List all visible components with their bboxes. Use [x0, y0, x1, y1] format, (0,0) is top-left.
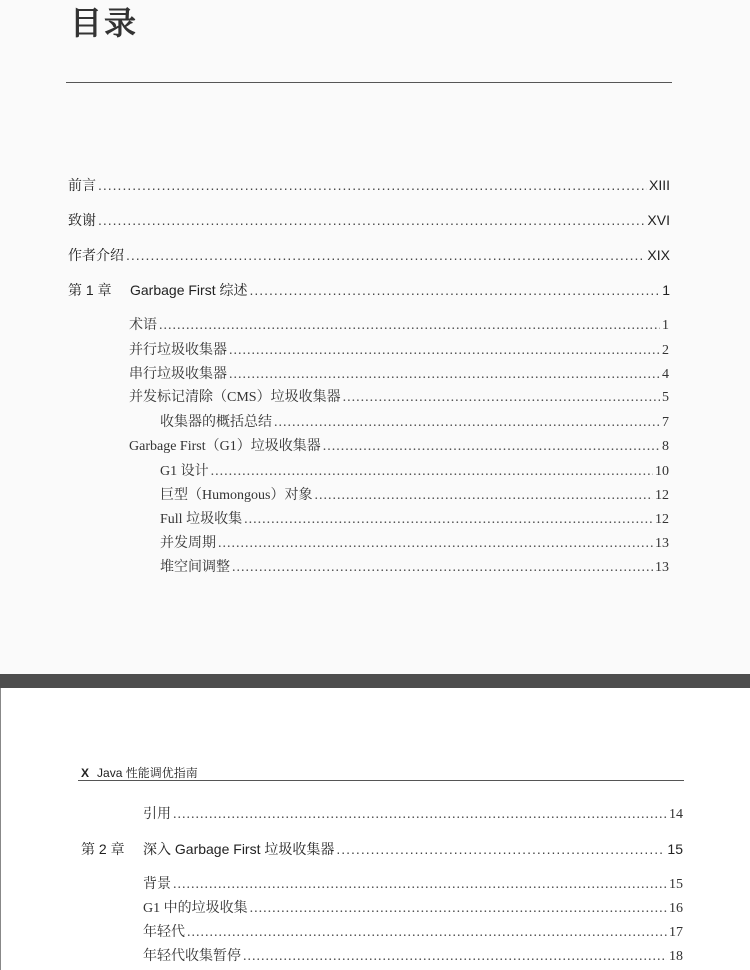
- toc-section-label: 背景: [143, 877, 171, 892]
- header-page-number: X: [81, 766, 90, 780]
- toc-entry-page: 17: [669, 925, 683, 940]
- toc-subsection[interactable]: [160, 556, 669, 576]
- toc-entry-about-author[interactable]: [68, 245, 670, 265]
- toc-subsection[interactable]: [160, 484, 669, 504]
- toc-entry-page: 1: [662, 282, 670, 298]
- toc-chapter-label: [81, 839, 334, 859]
- toc-chapter-1[interactable]: [68, 280, 670, 300]
- toc-section[interactable]: [129, 314, 669, 334]
- leader-dots: [159, 318, 660, 334]
- toc-entry-acknowledgements[interactable]: [68, 210, 670, 230]
- toc-subsection[interactable]: [160, 508, 669, 528]
- toc-entry-page: XIX: [647, 247, 670, 263]
- toc-chapter-label: [68, 280, 247, 300]
- leader-dots: [229, 343, 660, 359]
- toc-entry-page: 15: [667, 841, 683, 857]
- toc-section-label: G1 设计: [160, 464, 209, 479]
- toc-entry-page: 2: [662, 343, 669, 358]
- toc-section-label: 术语: [129, 318, 157, 333]
- toc-subsection[interactable]: [160, 411, 669, 431]
- toc-section[interactable]: [129, 386, 669, 406]
- toc-entry-preface[interactable]: [68, 175, 670, 195]
- toc-section-label: Garbage First（G1）垃圾收集器: [129, 439, 321, 454]
- toc-section[interactable]: [143, 945, 683, 965]
- toc-section[interactable]: [143, 897, 683, 917]
- leader-dots: [250, 901, 667, 917]
- toc-section-label: 堆空间调整: [160, 560, 230, 575]
- toc-section[interactable]: [143, 873, 683, 893]
- toc-section[interactable]: [129, 435, 669, 455]
- toc-entry-page: 15: [669, 877, 683, 892]
- leader-dots: [249, 282, 660, 298]
- toc-section-label: 巨型（Humongous）对象: [160, 488, 313, 503]
- title-rule: [66, 82, 672, 83]
- toc-section-label: 并发周期: [160, 536, 216, 551]
- toc-entry-page: 8: [662, 439, 669, 454]
- chapter-number: 第 1 章: [68, 282, 112, 298]
- toc-section[interactable]: [129, 363, 669, 383]
- toc-entry-page: 16: [669, 901, 683, 916]
- toc-section[interactable]: [143, 803, 683, 823]
- toc-entry-page: 5: [662, 390, 669, 405]
- toc-section-label: 引用: [143, 807, 171, 822]
- leader-dots: [232, 560, 653, 576]
- toc-entry-label: 致谢: [68, 212, 96, 228]
- toc-section-label: G1 中的垃圾收集: [143, 901, 248, 916]
- toc-entry-page: 1: [662, 318, 669, 333]
- page-title: 目录: [70, 4, 139, 42]
- leader-dots: [98, 212, 645, 228]
- leader-dots: [126, 247, 645, 263]
- toc-section[interactable]: [143, 921, 683, 941]
- header-book-title: Java 性能调优指南: [97, 766, 198, 780]
- toc-entry-page: 13: [655, 536, 669, 551]
- leader-dots: [173, 807, 667, 823]
- leader-dots: [98, 177, 647, 193]
- toc-entry-page: 18: [669, 949, 683, 964]
- leader-dots: [211, 464, 653, 480]
- leader-dots: [336, 841, 665, 857]
- toc-entry-page: 14: [669, 807, 683, 822]
- toc-entry-page: 4: [662, 367, 669, 382]
- toc-section-label: 年轻代收集暂停: [143, 949, 241, 964]
- leader-dots: [274, 415, 660, 431]
- toc-section-label: 收集器的概括总结: [160, 415, 272, 430]
- toc-entry-page: 12: [655, 512, 669, 527]
- chapter-title: Garbage First 综述: [130, 282, 248, 298]
- header-rule: [78, 780, 684, 781]
- toc-section[interactable]: [129, 339, 669, 359]
- toc-subsection[interactable]: [160, 532, 669, 552]
- leader-dots: [173, 877, 667, 893]
- toc-page-2: [0, 688, 750, 970]
- toc-entry-page: XIII: [648, 177, 670, 193]
- toc-entry-label: 作者介绍: [68, 247, 124, 263]
- leader-dots: [343, 390, 660, 406]
- leader-dots: [323, 439, 660, 455]
- leader-dots: [229, 367, 660, 383]
- toc-subsection[interactable]: [160, 460, 669, 480]
- toc-entry-label: 前言: [68, 177, 96, 193]
- toc-section-label: 并行垃圾收集器: [129, 343, 227, 358]
- toc-section-label: Full 垃圾收集: [160, 512, 243, 527]
- toc-entry-page: 7: [662, 415, 669, 430]
- toc-entry-page: 12: [655, 488, 669, 503]
- leader-dots: [243, 949, 667, 965]
- leader-dots: [314, 488, 653, 504]
- toc-section-label: 年轻代: [143, 925, 185, 940]
- toc-chapter-2[interactable]: [81, 839, 683, 859]
- toc-entry-page: 10: [655, 464, 669, 479]
- toc-section-label: 并发标记清除（CMS）垃圾收集器: [129, 390, 341, 405]
- toc-entry-page: 13: [655, 560, 669, 575]
- chapter-number: 第 2 章: [81, 841, 125, 857]
- running-header: [81, 764, 198, 781]
- toc-entry-page: XVI: [647, 212, 670, 228]
- leader-dots: [187, 925, 667, 941]
- toc-section-label: 串行垃圾收集器: [129, 367, 227, 382]
- page-gap: [0, 674, 750, 688]
- leader-dots: [244, 512, 653, 528]
- leader-dots: [218, 536, 653, 552]
- chapter-title: 深入 Garbage First 垃圾收集器: [143, 841, 335, 857]
